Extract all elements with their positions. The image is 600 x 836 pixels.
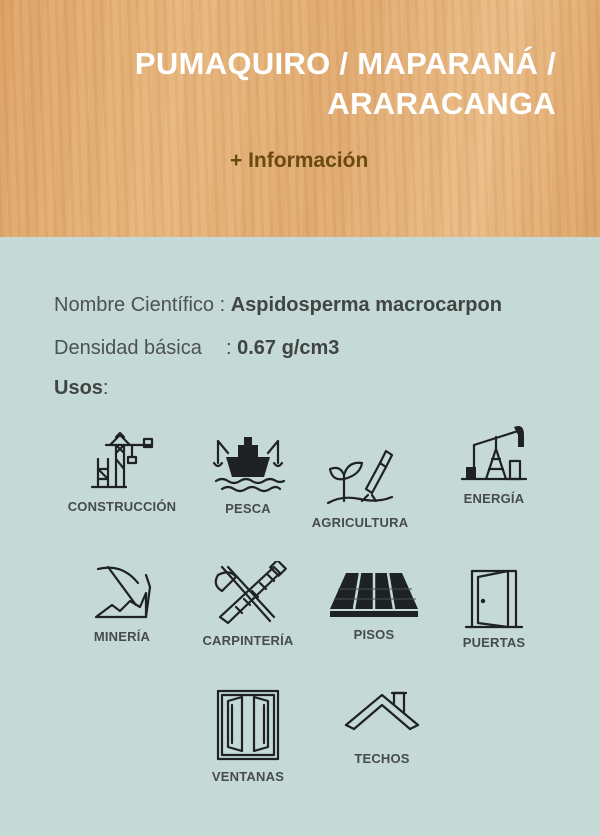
crane-icon	[86, 429, 158, 493]
plant-trowel-icon	[322, 445, 398, 509]
uses-colon: :	[102, 377, 109, 399]
use-techos	[312, 687, 452, 766]
fishing-boat-icon	[208, 433, 288, 495]
use-label: CONSTRUCCIÓN	[67, 499, 177, 514]
scientific-name-label: Nombre Científico :	[54, 294, 226, 316]
page-title	[76, 44, 556, 124]
use-label: PUERTAS	[462, 635, 526, 650]
use-label: CARPINTERÍA	[202, 633, 294, 648]
title-line-1: PUMAQUIRO / MAPARANÁ /	[134, 46, 556, 81]
use-mineria	[52, 561, 192, 644]
density-row	[54, 337, 340, 360]
density-value: 0.67 g/cm3	[237, 337, 340, 359]
pickaxe-icon	[86, 561, 158, 623]
use-label: PESCA	[225, 501, 271, 516]
uses-heading	[54, 377, 108, 400]
density-separator: :	[226, 337, 232, 359]
window-icon	[212, 687, 284, 763]
uses-label: Usos	[54, 377, 103, 399]
title-line-2: ARARACANGA	[327, 86, 556, 121]
use-energia	[424, 421, 564, 506]
use-label: AGRICULTURA	[311, 515, 409, 530]
density-value-group	[226, 337, 339, 360]
use-construccion	[52, 429, 192, 514]
use-carpinteria	[178, 561, 318, 648]
use-label: VENTANAS	[211, 769, 285, 784]
scientific-name-value: Aspidosperma macrocarpon	[230, 294, 502, 316]
use-label: TECHOS	[354, 751, 410, 766]
roof-icon	[342, 687, 422, 745]
axe-saw-icon	[208, 561, 288, 627]
details-panel	[0, 237, 600, 836]
wood-header	[0, 0, 600, 237]
oil-pump-icon	[458, 421, 530, 485]
use-agricultura	[290, 445, 430, 530]
use-label: MINERÍA	[93, 629, 151, 644]
floor-planks-icon	[328, 569, 420, 621]
more-info-link[interactable]: + Información	[230, 149, 369, 172]
door-icon	[458, 567, 530, 629]
use-puertas	[424, 567, 564, 650]
scientific-name-row	[54, 294, 502, 317]
use-label: ENERGÍA	[463, 491, 525, 506]
use-label: PISOS	[353, 627, 395, 642]
use-ventanas	[178, 687, 318, 784]
density-label: Densidad básica	[54, 337, 202, 359]
use-pisos	[304, 569, 444, 642]
